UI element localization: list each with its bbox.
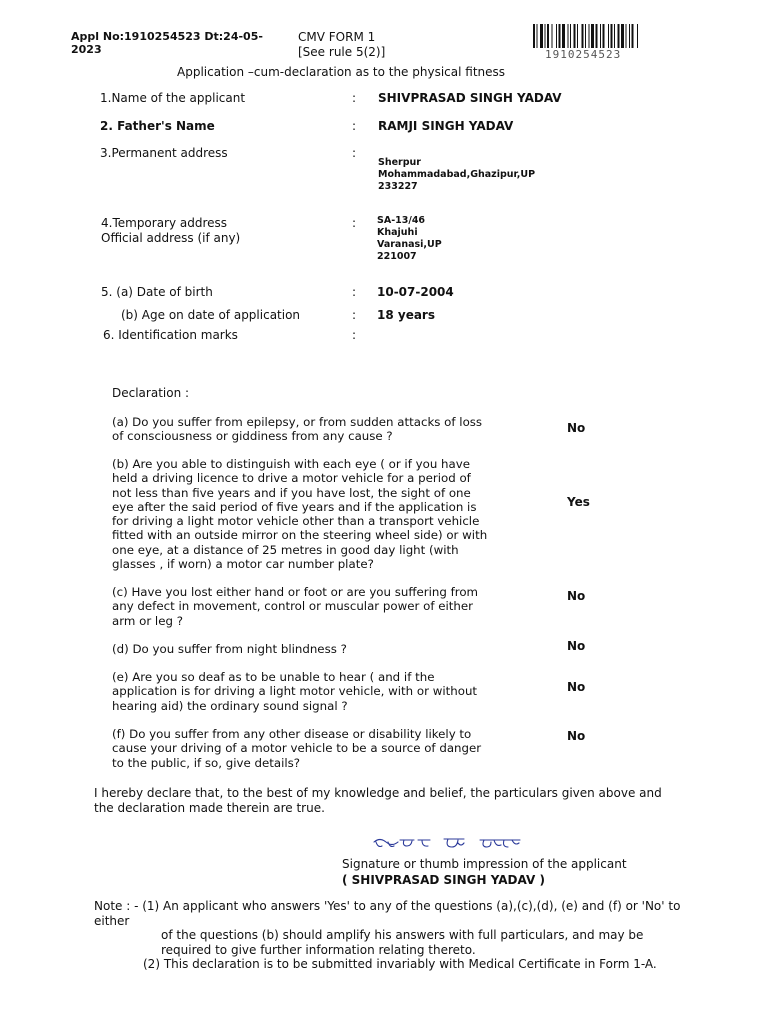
barcode-bar xyxy=(533,24,535,48)
form-title xyxy=(298,30,385,60)
official-address-label-line: Official address (if any) xyxy=(101,231,241,245)
signature-caption: Signature or thumb impression of the applicant xyxy=(342,857,627,871)
barcode-bar xyxy=(552,24,553,48)
barcode-bar xyxy=(537,24,538,48)
barcode-bar xyxy=(582,24,584,48)
father-name-value: RAMJI SINGH YADAV xyxy=(378,119,514,133)
note-1: Note : - (1) An applicant who answers 'Yes' to any of the questions (a),(c),(d), (e) and (f) or 'No' to either xyxy=(94,899,681,928)
colon: : xyxy=(352,285,357,299)
address-line: Khajuhi xyxy=(377,227,418,238)
address-line: Sherpur xyxy=(378,157,421,168)
declaration-heading: Declaration : xyxy=(112,386,190,400)
form-subtitle: Application –cum-declaration as to the physical fitness xyxy=(177,65,506,79)
barcode-bar xyxy=(585,24,586,48)
name-label: 1.Name of the applicant xyxy=(100,91,246,105)
note-1-continued: of the questions (b) should amplify his answers with full particulars, and may be required to give further information relating thereto. xyxy=(161,928,644,957)
barcode-bar xyxy=(608,24,609,48)
answer-e: No xyxy=(567,680,586,694)
answer-b: Yes xyxy=(567,495,590,509)
question-b: (b) Are you able to distinguish with each eye ( or if you have held a driving licence to drive a motor vehicle for a period of not less than five years and if you have lost, the sight of one eye after the said period of five years and if the application is for driving a light motor vehicle other than a transport vehicle fitted with an outside mirror on the steering wheel side) or with one eye, at a distance of 25 metres in good day light (with glasses , if worn) a motor car number plate? xyxy=(112,457,488,572)
colon: : xyxy=(352,308,357,322)
note-2: (2) This declaration is to be submitted invariably with Medical Certificate in Form 1-A. xyxy=(143,957,657,971)
barcode-image xyxy=(533,24,686,48)
barcode-bar xyxy=(618,24,620,48)
barcode-bar xyxy=(559,24,561,48)
barcode-bar xyxy=(577,24,578,48)
barcode-bar xyxy=(600,24,601,48)
father-name-label: 2. Father's Name xyxy=(100,119,215,133)
colon: : xyxy=(352,216,357,230)
permanent-address-value xyxy=(378,157,578,193)
colon: : xyxy=(352,91,357,105)
answer-c: No xyxy=(567,589,586,603)
application-number: Appl No:1910254523 Dt:24-05-2023 xyxy=(71,30,263,56)
signature-name: ( SHIVPRASAD SINGH YADAV ) xyxy=(342,873,545,887)
age-value: 18 years xyxy=(377,308,435,322)
question-c: (c) Have you lost either hand or foot or are you suffering from any defect in movement, control or muscular power of either arm or leg ? xyxy=(112,585,479,628)
answer-d: No xyxy=(567,639,586,653)
identification-marks-label: 6. Identification marks xyxy=(103,328,238,342)
applicant-signature-image xyxy=(370,834,530,854)
barcode-bar xyxy=(574,24,576,48)
question-e: (e) Are you so deaf as to be unable to hear ( and if the application is for driving a light motor vehicle, with or without hearing aid) the ordinary sound signal ? xyxy=(112,670,478,713)
answer-a: No xyxy=(567,421,586,435)
question-a: (a) Do you suffer from epilepsy, or from sudden attacks of loss of consciousness or giddiness from any cause ? xyxy=(112,415,483,444)
barcode-bar xyxy=(556,24,557,48)
address-line: SA-13/46 xyxy=(377,215,426,226)
permanent-address-label: 3.Permanent address xyxy=(100,146,228,160)
question-f: (f) Do you suffer from any other disease or disability likely to cause your driving of a motor vehicle to be a source of danger to the public, if so, give details? xyxy=(112,727,482,770)
date-of-birth-label: 5. (a) Date of birth xyxy=(101,285,213,299)
barcode-number: 1910254523 xyxy=(545,48,622,61)
barcode-bar xyxy=(547,24,549,48)
form-name: CMV FORM 1 xyxy=(298,30,376,44)
address-line: Varanasi,UP xyxy=(377,239,442,250)
address-line: Mohammadabad,Ghazipur,UP xyxy=(378,169,536,180)
barcode-bar xyxy=(621,24,624,48)
barcode-bar xyxy=(596,24,598,48)
barcode-bar xyxy=(637,24,638,48)
barcode-bar xyxy=(603,24,605,48)
question-d: (d) Do you suffer from night blindness ? xyxy=(112,642,347,656)
barcode-bar xyxy=(611,24,613,48)
address-line: 233227 xyxy=(378,181,418,192)
barcode-bar xyxy=(632,24,634,48)
name-value: SHIVPRASAD SINGH YADAV xyxy=(378,91,562,105)
barcode-bar xyxy=(629,24,630,48)
barcode-bar xyxy=(591,24,594,48)
barcode-bar xyxy=(589,24,590,48)
date-of-birth-value: 10-07-2004 xyxy=(377,285,454,299)
temporary-address-label xyxy=(101,216,240,246)
barcode-bar xyxy=(540,24,543,48)
barcode-bar xyxy=(568,24,569,48)
barcode-bar xyxy=(614,24,615,48)
answer-f: No xyxy=(567,729,586,743)
temporary-address-value xyxy=(377,215,577,263)
age-label: (b) Age on date of application xyxy=(121,308,301,322)
form-rule: [See rule 5(2)] xyxy=(298,45,386,59)
barcode-bar xyxy=(626,24,627,48)
address-line: 221007 xyxy=(377,251,417,262)
barcode-bar xyxy=(545,24,546,48)
colon: : xyxy=(352,119,357,133)
temporary-address-label-line: 4.Temporary address xyxy=(101,216,228,230)
colon: : xyxy=(352,328,357,342)
barcode-bar xyxy=(562,24,565,48)
colon: : xyxy=(352,146,357,160)
barcode-bar xyxy=(570,24,571,48)
declaration-statement: I hereby declare that, to the best of my knowledge and belief, the particulars given above and the declaration made therein are true. xyxy=(94,786,662,815)
